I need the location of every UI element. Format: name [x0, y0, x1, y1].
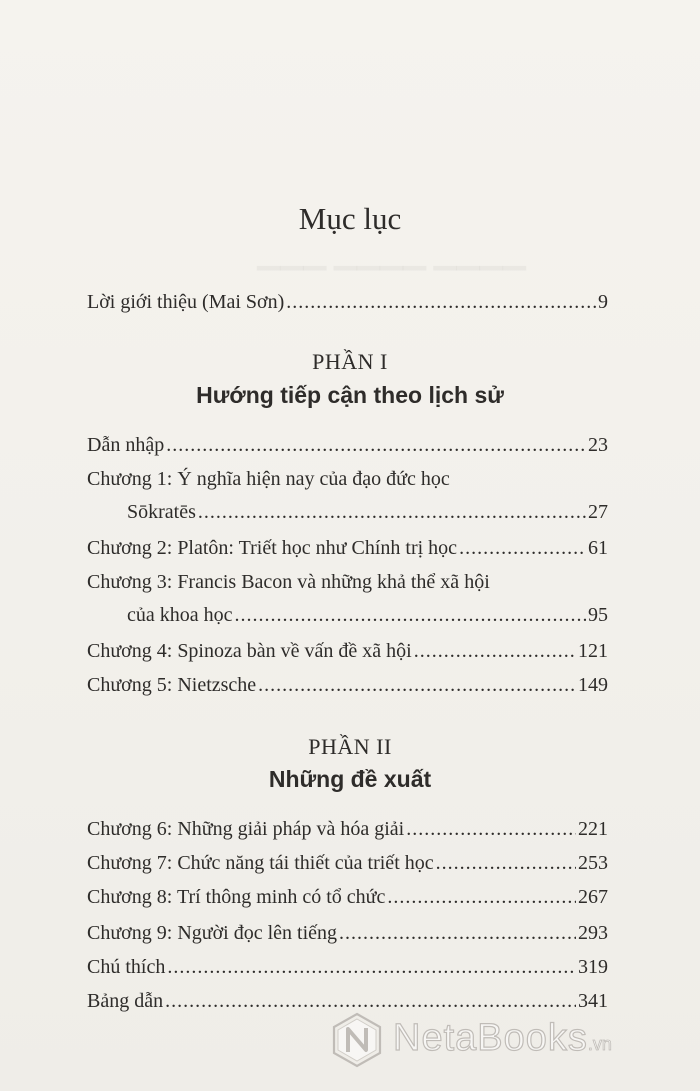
part-2-heading: Những đề xuất	[268, 766, 432, 792]
toc-entry-chapter-2[interactable]	[87, 533, 608, 563]
entry-page: 221	[578, 818, 608, 840]
watermark-tld: .vn	[587, 1034, 612, 1054]
dot-leader	[166, 430, 586, 460]
entry-page: 23	[588, 434, 608, 456]
entry-page: 341	[578, 990, 608, 1012]
part-2-label: PHẦN II	[308, 734, 392, 759]
toc-entry-dan-nhap[interactable]	[87, 430, 608, 460]
part-1-label: PHẦN I	[312, 349, 388, 374]
dot-leader	[406, 814, 576, 844]
toc-entry-chapter-8[interactable]	[87, 882, 608, 912]
entry-page: 27	[588, 501, 608, 523]
entry-page: 319	[578, 956, 608, 978]
entry-label: Chương 4: Spinoza bàn về vấn đề xã hội	[87, 640, 412, 662]
toc-entry-chapter-1-title[interactable]: Chương 1: Ý nghĩa hiện nay của đạo đức học	[87, 468, 450, 490]
entry-label: Chương 9: Người đọc lên tiếng	[87, 922, 338, 944]
toc-entry-chapter-4[interactable]	[87, 636, 608, 666]
dot-leader	[414, 636, 576, 666]
entry-page: 253	[578, 852, 608, 874]
entry-page: 121	[578, 640, 608, 662]
toc-entry-notes[interactable]	[87, 952, 608, 982]
show-through-heading: ▁▁▁ ▁▁▁▁ ▁▁▁▁	[257, 237, 526, 270]
entry-label-continued: Sōkratēs	[127, 501, 196, 523]
entry-label: Chương 8: Trí thông minh có tổ chức	[87, 886, 386, 908]
dot-leader	[459, 533, 586, 563]
page-title: Mục lục	[298, 201, 402, 236]
entry-label: Chương 6: Những giải pháp và hóa giải	[87, 818, 405, 840]
dot-leader	[387, 882, 576, 912]
dot-leader	[258, 670, 576, 700]
dot-leader	[339, 918, 576, 948]
entry-label: Chú thích	[87, 956, 166, 978]
entry-label: Chương 7: Chức năng tái thiết của triết học	[87, 852, 434, 874]
dot-leader	[167, 952, 576, 982]
toc-entry-chapter-9[interactable]	[87, 918, 608, 948]
part-1-heading: Hướng tiếp cận theo lịch sử	[196, 382, 504, 408]
toc-entry-chapter-6[interactable]	[87, 814, 608, 844]
toc-entry-chapter-3-title[interactable]: Chương 3: Francis Bacon và những khả thể xã hội	[87, 571, 490, 593]
entry-label: Bảng dẫn	[87, 990, 164, 1012]
toc-entry-intro[interactable]	[87, 287, 608, 317]
entry-label: Chương 2: Platôn: Triết học như Chính trị học	[87, 537, 458, 559]
dot-leader	[286, 287, 596, 317]
toc-entry-chapter-5[interactable]	[87, 670, 608, 700]
dot-leader	[436, 848, 576, 878]
entry-page: 267	[578, 886, 608, 908]
toc-entry-chapter-3[interactable]	[127, 600, 608, 630]
entry-label: Lời giới thiệu (Mai Sơn)	[87, 291, 285, 313]
entry-page: 95	[588, 604, 608, 626]
netabooks-watermark	[331, 1010, 691, 1070]
watermark-brand: NetaBooks	[393, 1017, 588, 1059]
entry-label: Dẫn nhập	[87, 434, 165, 456]
entry-page: 149	[578, 674, 608, 696]
toc-entry-chapter-1[interactable]	[127, 497, 608, 527]
entry-label-continued: của khoa học	[127, 604, 233, 626]
dot-leader	[235, 600, 586, 630]
dot-leader	[198, 497, 586, 527]
netabooks-logo-icon	[331, 1012, 383, 1068]
toc-entry-chapter-7[interactable]	[87, 848, 608, 878]
watermark-text	[393, 1014, 612, 1068]
entry-label: Chương 5: Nietzsche	[87, 674, 257, 696]
entry-page: 293	[578, 922, 608, 944]
entry-page: 61	[588, 537, 608, 559]
entry-page: 9	[598, 291, 608, 313]
